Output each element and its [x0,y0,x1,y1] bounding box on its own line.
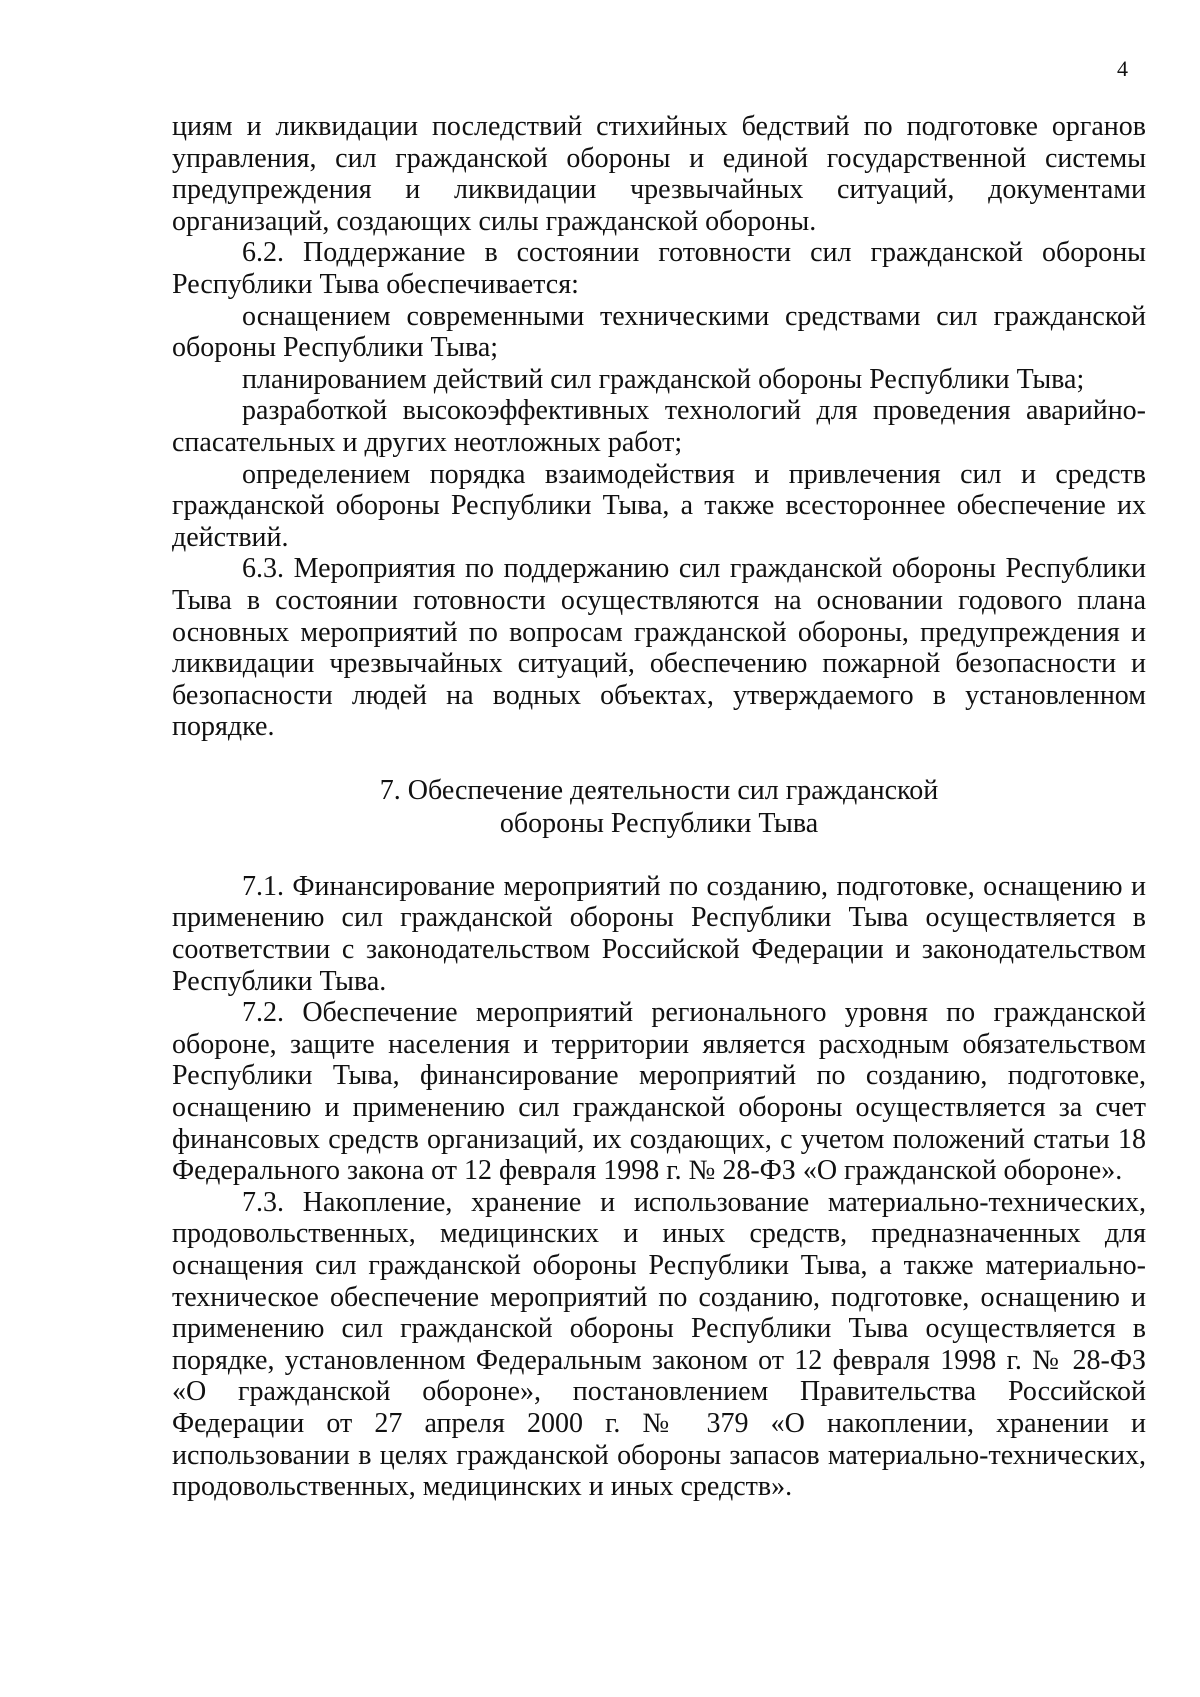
paragraph-continuation: циям и ликвидации последствий стихийных бедствий по подготовке органов управления, сил гражданской обороны и единой государственной системы предупреждения и ликвидации чрезвычайных ситуаций, документами организаций, создающих силы гражданской обороны. [172,111,1146,237]
list-item-interaction: определением порядка взаимодействия и привлечения сил и средств гражданской обороны Республики Тыва, а также всестороннее обеспечение их действий. [172,458,1146,553]
list-item-equipment: оснащением современными техническими средствами сил гражданской обороны Республики Тыва; [172,300,1146,364]
paragraph-6-3: 6.3. Мероприятия по поддержанию сил гражданской обороны Республики Тыва в состоянии готовности осуществляются на основании годового плана основных мероприятий по вопросам гражданской обороны, предупреждения и ликвидации чрезвычайных ситуаций, обеспечению пожарной безопасности и безопасности людей на водных объектах, утверждаемого в установленном порядке. [172,553,1146,743]
paragraph-6-2: 6.2. Поддержание в состоянии готовности сил гражданской обороны Республики Тыва обеспечивается: [172,237,1146,300]
list-item-planning: планированием действий сил гражданской обороны Республики Тыва; [242,363,1085,395]
section-heading-line-2: обороны Республики Тыва [499,807,819,839]
page-number: 4 [1117,56,1128,81]
section-heading-line-1: 7. Обеспечение деятельности сил гражданской [379,774,939,806]
list-item-technologies: разработкой высокоэффективных технологий для проведения аварийно-спасательных и других неотложных работ; [172,395,1146,458]
paragraph-7-2: 7.2. Обеспечение мероприятий регионального уровня по гражданской обороне, защите населения и территории является расходным обязательством Республики Тыва, финансирование мероприятий по созданию, подготовке, оснащению и применению сил гражданской обороны осуществляется за счет финансовых средств организаций, их создающих, с учетом положений статьи 18 Федерального закона от 12 февраля 1998 г. № 28-ФЗ «О гражданской обороне». [172,997,1146,1187]
document-body [172,111,1146,1503]
paragraph-7-3: 7.3. Накопление, хранение и использование материально-технических, продовольственных, медицинских и иных средств, предназначенных для оснащения сил гражданской обороны Республики Тыва, а также материально-техническое обеспечение мероприятий по созданию, подготовке, оснащению и применению сил гражданской обороны Республики Тыва осуществляется в порядке, установленном Федеральным законом от 12 февраля 1998 г. № 28-ФЗ «О гражданской обороне», постановлением Правительства Российской Федерации от 27 апреля 2000 г. № 379 «О накоплении, хранении и использовании в целях гражданской обороны запасов материально-технических, продовольственных, медицинских и иных средств». [172,1186,1146,1503]
paragraph-7-1: 7.1. Финансирование мероприятий по созданию, подготовке, оснащению и применению сил гражданской обороны Республики Тыва осуществляется в соответствии с законодательством Российской Федерации и законодательством Республики Тыва. [172,870,1146,997]
section-heading-7 [172,774,1146,840]
